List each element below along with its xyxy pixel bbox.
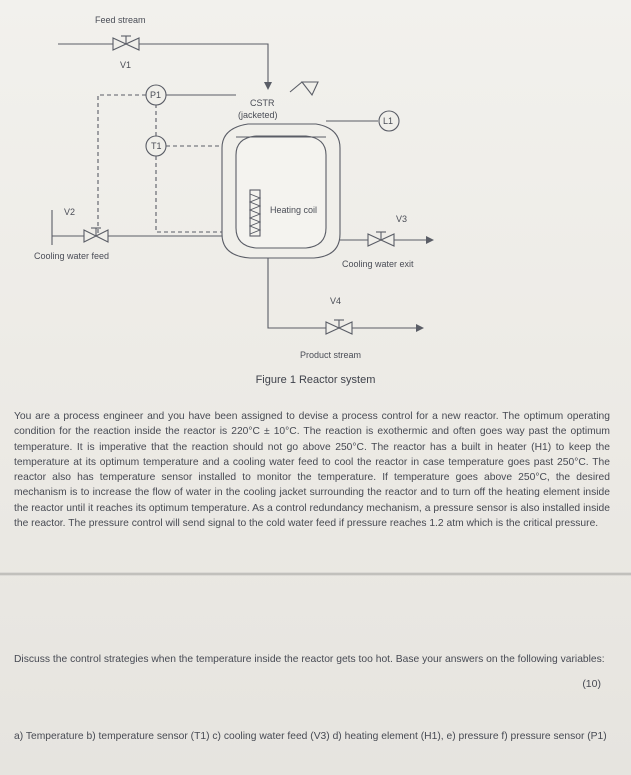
vent-valve-icon	[290, 82, 318, 95]
valve-v3-icon	[368, 232, 394, 246]
reactor-subtitle: (jacketed)	[238, 110, 278, 120]
temperature-sensor-label: T1	[151, 141, 162, 151]
valve-v2-label: V2	[64, 207, 76, 217]
heating-coil-label: Heating coil	[270, 205, 318, 215]
question-text: Discuss the control strategies when the temperature inside the reactor gets too hot. Base your answers on the following variables:	[14, 654, 605, 665]
feed-stream-label: Feed stream	[95, 15, 146, 25]
valve-v3-label: V3	[396, 214, 408, 224]
level-sensor-label: L1	[383, 116, 394, 126]
page-fold	[0, 572, 631, 576]
problem-statement: You are a process engineer and you have been assigned to devise a process control for a new reactor. The optimum operating condition for the reaction inside the reactor is 220°C ± 10°C. The reaction is exothermic and often goes way past the optimum temperature. It is imperative that the reaction should not go above 250°C. The reactor has a built in heater (H1) to keep the temperature at its optimum temperature and a cooling water feed to cool the reactor in case temperature goes past 250°C. The reactor also has temperature sensor installed to monitor the temperature. If temperature goes above 250°C, the desired mechanism is to increase the flow of water in the cooling jacket surrounding the reactor and to turn off the heating element inside the reactor until it reaches its optimum temperature. As a control redundancy mechanism, a pressure sensor is also installed inside the reactor. The pressure control will send signal to the cold water feed if pressure reaches 1.2 atm which is the critical pressure.	[14, 411, 610, 530]
valve-v4-icon	[326, 320, 352, 334]
reactor-diagram	[0, 0, 631, 370]
valve-v1-icon	[113, 36, 139, 50]
cooling-water-exit-label: Cooling water exit	[342, 259, 414, 269]
feed-stream-line	[58, 44, 268, 88]
product-stream-label: Product stream	[300, 350, 362, 360]
marks-label: (10)	[582, 678, 601, 690]
feed-arrow-icon	[264, 82, 272, 90]
reactor-title: CSTR	[250, 98, 275, 108]
valve-v4-label: V4	[330, 296, 342, 306]
cooling-water-feed-label: Cooling water feed	[34, 251, 110, 261]
variables-list: a) Temperature b) temperature sensor (T1) c) cooling water feed (V3) d) heating element (H1), e) pressure f) pressure sensor (P1)	[14, 731, 607, 742]
exit-arrow-icon	[426, 236, 434, 244]
valve-v1-label: V1	[120, 60, 132, 70]
pressure-sensor-label: P1	[150, 90, 162, 100]
valve-v2-icon	[84, 228, 108, 242]
product-arrow-icon	[416, 324, 424, 332]
figure-caption: Figure 1 Reactor system	[255, 374, 376, 386]
